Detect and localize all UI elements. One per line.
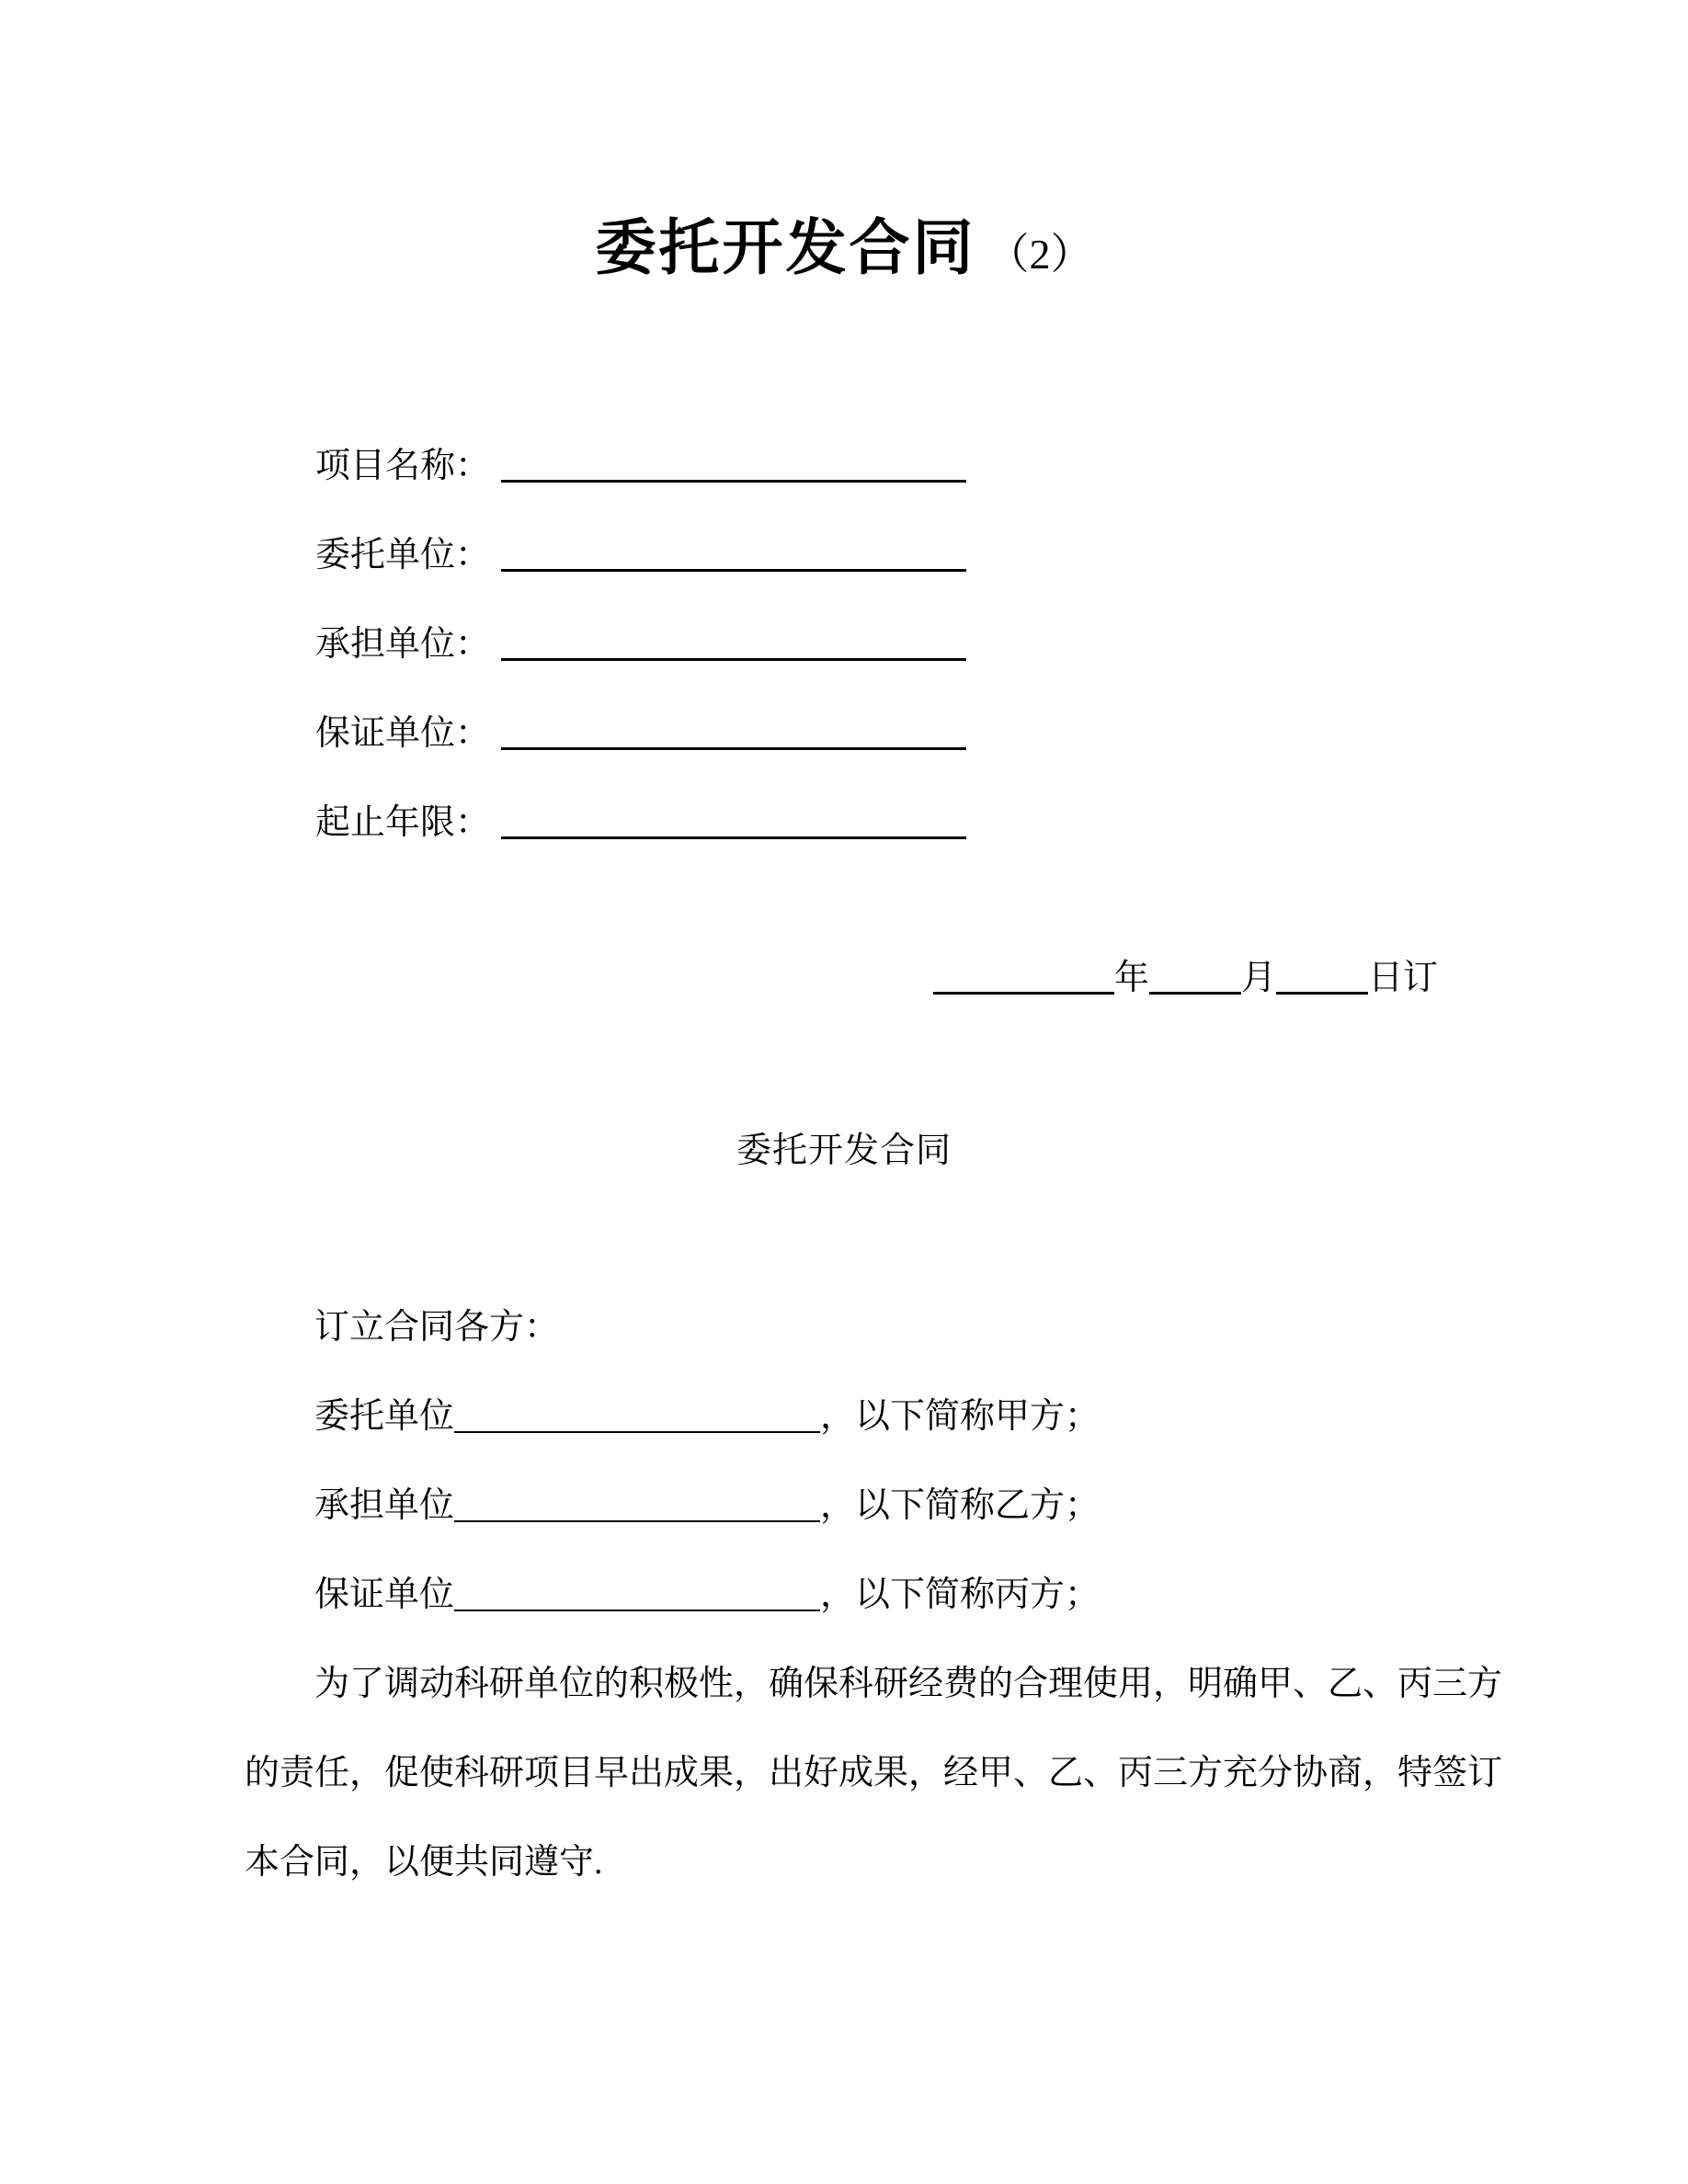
year-label: 年 [1113,959,1149,997]
form-label-commissioning-unit: 委托单位： [315,536,491,574]
blank-line-party-guarantor [454,1600,820,1611]
blank-line-month [1149,983,1241,995]
document-subtitle: 委托开发合同 [736,1132,952,1170]
page-title-number: （2） [987,231,1093,278]
form-label-guarantee-unit: 保证单位： [315,714,491,753]
form-row-duration [315,801,966,890]
paragraph-line: 为了调动科研单位的积极性，确保科研经费的合理使用，明确甲、乙、丙三方 [314,1665,1503,1703]
header-form [315,444,966,890]
page-title [0,199,1688,286]
blank-line-project-name [501,471,966,483]
form-row-guarantee-unit [315,711,966,801]
party-row-guarantor [245,1573,1477,1662]
blank-line-undertaking-unit [501,649,966,661]
blank-line-year [933,983,1114,995]
paragraph-line: 的责任，促使科研项目早出成果，出好成果，经甲、乙、丙三方充分协商，特签订 [245,1754,1503,1792]
body-intro-line: 订立合同各方： [314,1308,560,1347]
form-row-undertaking-unit [315,622,966,711]
form-label-project-name: 项目名称： [315,447,491,485]
day-label: 日订 [1367,959,1438,997]
paragraph-line: 本合同，以便共同遵守. [245,1843,603,1882]
party-suffix-contractor: ，以下简称乙方； [820,1486,1101,1525]
blank-line-party-contractor [454,1511,820,1522]
party-row-contractor [245,1484,1477,1573]
blank-line-day [1276,983,1368,995]
party-label-client: 委托单位 [314,1397,455,1436]
blank-line-party-client [454,1422,820,1433]
form-row-project-name [315,444,966,533]
form-label-undertaking-unit: 承担单位： [315,625,491,664]
blank-line-commissioning-unit [501,560,966,572]
month-label: 月 [1240,959,1276,997]
form-label-duration: 起止年限： [315,803,491,842]
party-suffix-client: ，以下简称甲方； [820,1397,1101,1436]
document-body [245,1305,1503,1929]
party-row-client [245,1394,1477,1484]
party-label-contractor: 承担单位 [314,1486,455,1525]
blank-line-guarantee-unit [501,738,966,750]
page-title-text: 委托开发合同 [595,212,976,283]
signing-date-line [933,956,1438,1000]
form-row-commissioning-unit [315,533,966,622]
party-suffix-guarantor: ，以下简称丙方； [820,1575,1101,1614]
blank-line-duration [501,827,966,839]
party-label-guarantor: 保证单位 [314,1575,455,1614]
